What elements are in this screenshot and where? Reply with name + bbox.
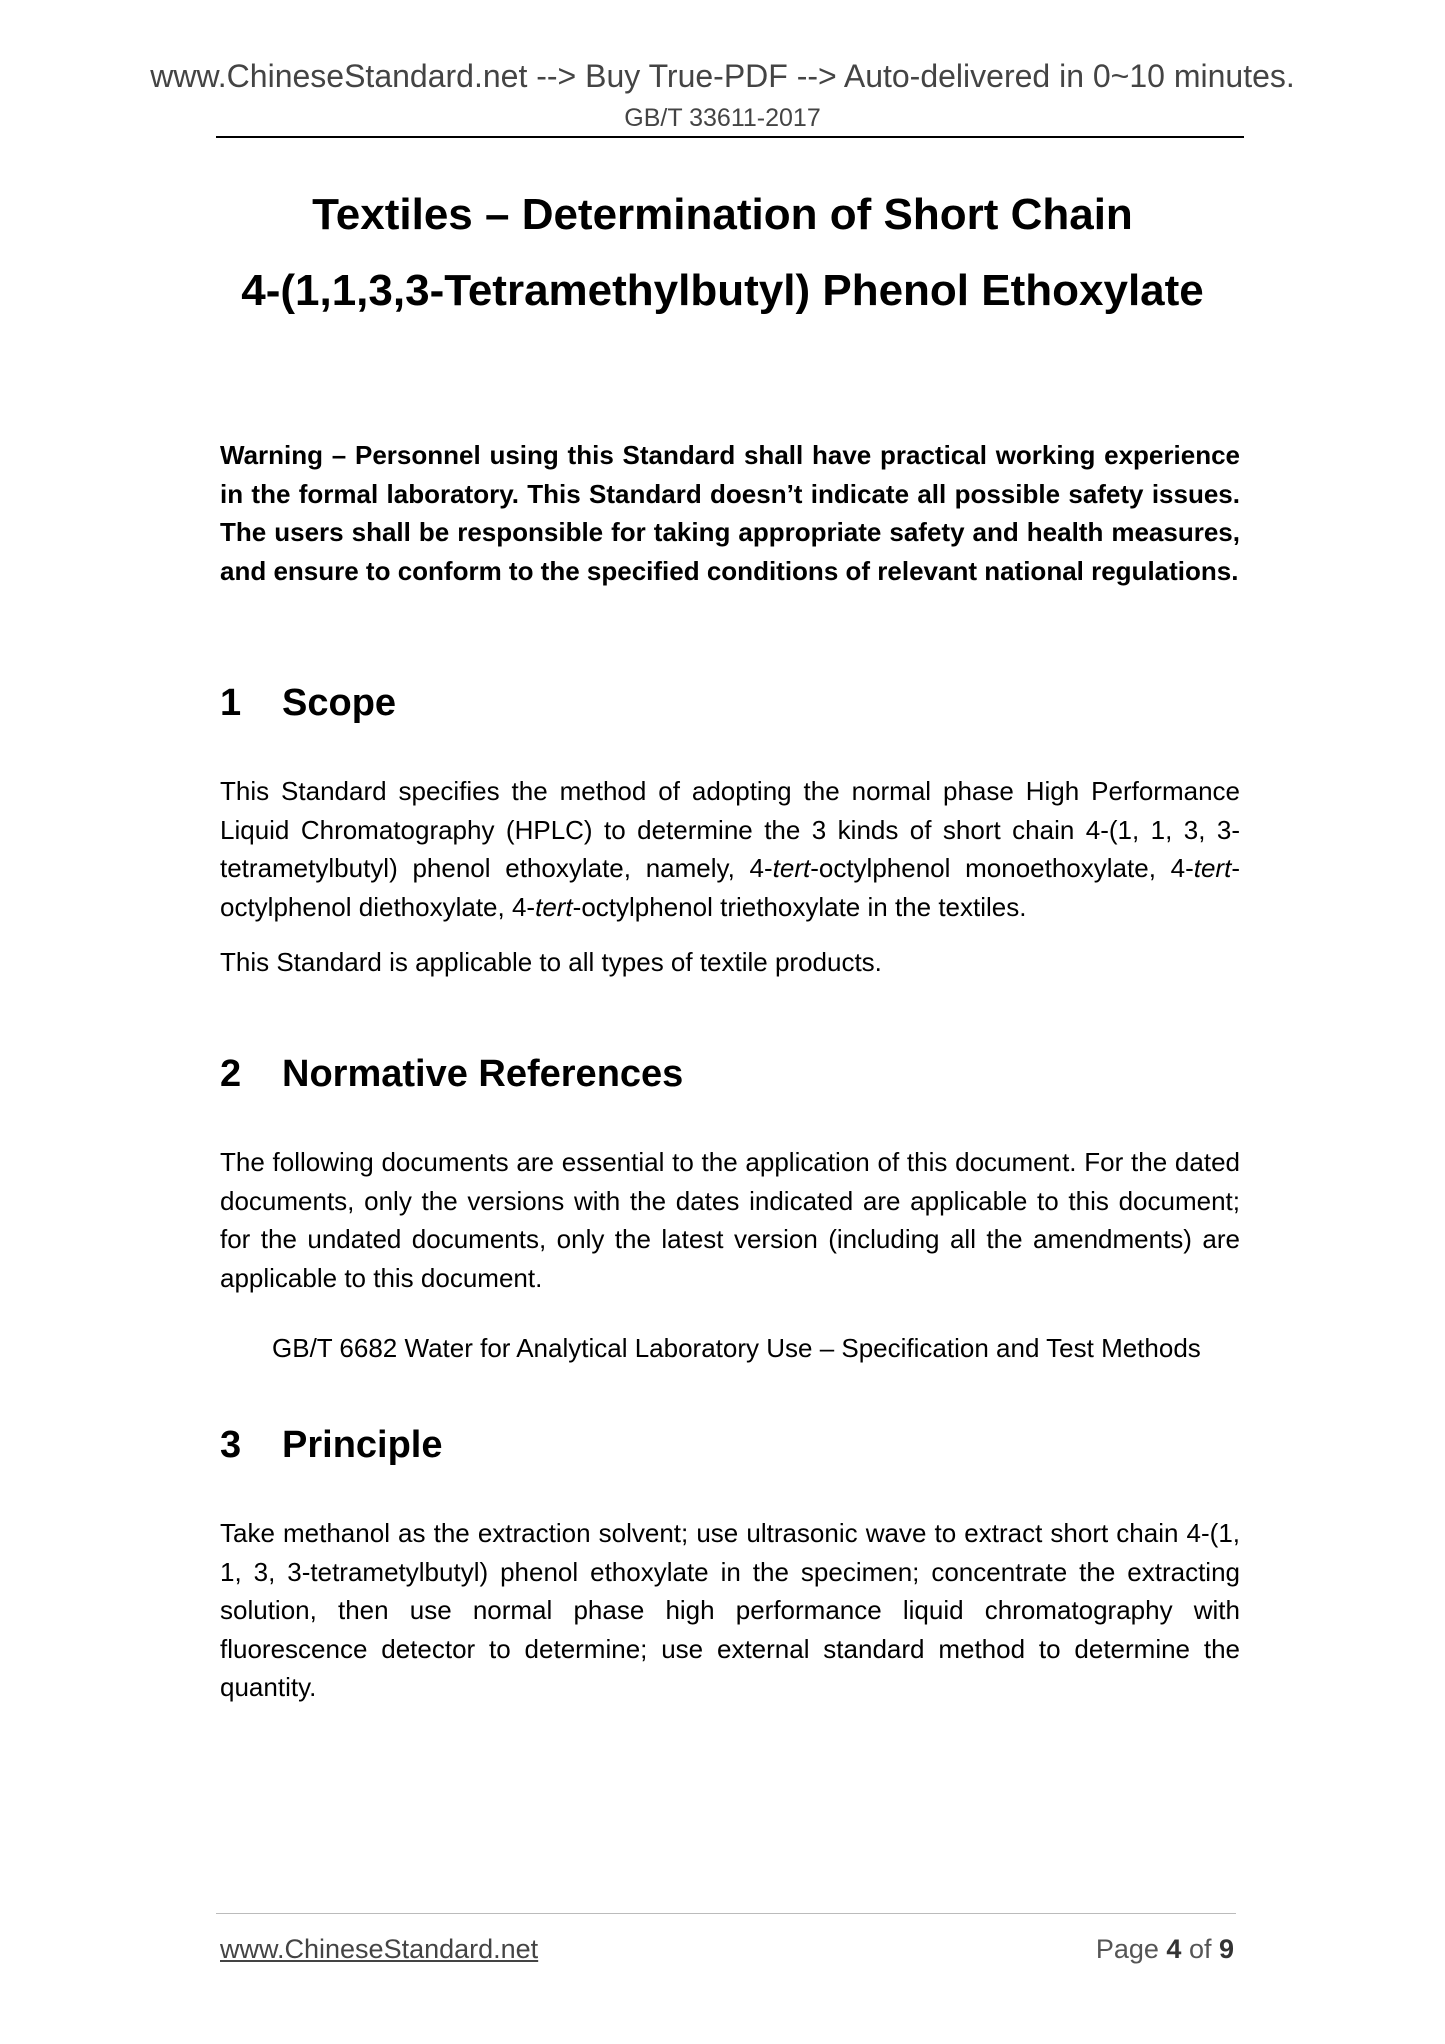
- text-run: -octylphenol monoethoxylate, 4-: [810, 853, 1194, 883]
- footer-divider: [216, 1913, 1236, 1914]
- document-title-line-1: Textiles – Determination of Short Chain: [312, 190, 1133, 239]
- section-number: 2: [220, 1053, 242, 1095]
- references-paragraph: The following documents are essential to the application of this document. For the dated documents, only the versions with the dates indicated are applicable to this document; for the undated documents, only the latest version (including all the amendments) are applicable to this document.: [220, 1147, 1240, 1293]
- page-label: Page: [1095, 1934, 1167, 1964]
- header-banner: www.ChineseStandard.net --> Buy True-PDF --> Auto-delivered in 0~10 minutes.: [150, 58, 1295, 94]
- italic-text: tert: [772, 853, 811, 883]
- text-run: -octylphenol triethoxylate in the textiles.: [572, 891, 1027, 922]
- scope-paragraph-1: [220, 772, 1240, 926]
- standard-code: GB/T 33611-2017: [624, 104, 821, 132]
- section-number: 3: [220, 1424, 242, 1466]
- italic-text: tert: [535, 891, 573, 922]
- italic-text: tert: [1193, 853, 1232, 883]
- footer-website-link[interactable]: www.ChineseStandard.net: [220, 1934, 539, 1964]
- section-title: Principle: [282, 1424, 443, 1466]
- references-section-body: [220, 1143, 1240, 1297]
- principle-paragraph: Take methanol as the extraction solvent; use ultrasonic wave to extract short chain 4-(1, 1, 3, 3-tetrametylbutyl) phenol ethoxylate in the specimen; concentrate the extracting solution, then use normal phase high performance liquid chromatography with fluorescence detector to determine; use external standard method to determine the quantity.: [220, 1518, 1240, 1702]
- section-title: Normative References: [282, 1053, 684, 1095]
- principle-section-body: [220, 1514, 1240, 1707]
- header-divider: [216, 136, 1244, 138]
- scope-section-body: [220, 772, 1240, 982]
- page-of-label: of: [1181, 1934, 1219, 1964]
- section-title: Scope: [282, 682, 397, 724]
- section-heading-principle: [220, 1424, 443, 1467]
- warning-paragraph: Warning – Personnel using this Standard shall have practical working experience in the formal laboratory. This Standard doesn’t indicate all possible safety issues. The users shall be responsible for taking appropriate safety and health measures, and ensure to conform to the specified conditions of relevant national regulations.: [220, 440, 1240, 586]
- page-number: [1096, 1934, 1234, 1965]
- scope-paragraph-2: This Standard is applicable to all types of textile products.: [220, 947, 882, 977]
- section-number: 1: [220, 682, 242, 724]
- current-page: 4: [1166, 1934, 1182, 1964]
- section-heading-scope: [220, 682, 396, 725]
- total-pages: 9: [1218, 1934, 1234, 1964]
- text-run: -octylphenol diethoxylate, 4-: [220, 853, 1240, 922]
- document-title-line-2: 4-(1,1,3,3-Tetramethylbutyl) Phenol Ethoxylate: [241, 266, 1204, 315]
- text-run: This Standard specifies the method of adopting the normal phase High Performance Liquid Chromatography (HPLC) to determine the 3 kinds of short chain 4-(1, 1, 3, 3-tetrametylbutyl) phenol ethoxylate, namely, 4-: [220, 776, 1240, 883]
- reference-item: GB/T 6682 Water for Analytical Laboratory Use – Specification and Test Methods: [272, 1333, 1201, 1363]
- section-heading-references: [220, 1053, 683, 1096]
